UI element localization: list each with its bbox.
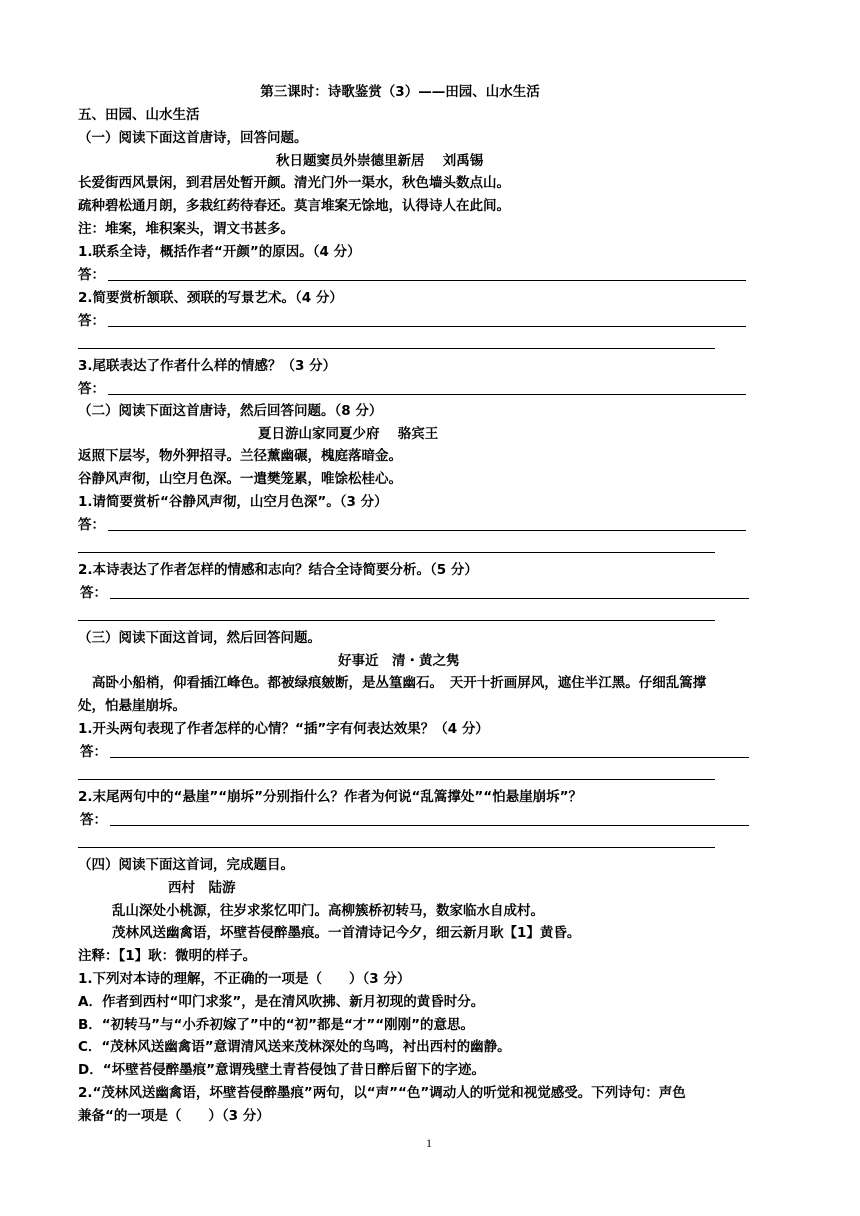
option-c: C．“茂林风送幽禽语”意谓清风送来茂林深处的鸟鸣，衬出西村的幽静。	[78, 1039, 511, 1055]
answer-label: 答：	[78, 381, 105, 397]
page-number: 1	[426, 1136, 432, 1150]
answer-line	[110, 825, 749, 826]
part4-poem-line: 乱山深处小桃源，往岁求浆忆叩门。高柳簇桥初转马，数家临水自成村。	[112, 903, 544, 919]
part3-question-2: 2.末尾两句中的“悬崖”“崩坼”分别指什么？作者为何说“乱篙撑处”“怕悬崖崩坼”？	[78, 789, 583, 805]
option-a: A．作者到西村“叩门求浆”，是在清风吹拂、新月初现的黄昏时分。	[78, 994, 485, 1010]
part2-poem-line: 谷静风声彻，山空月色深。一遣樊笼累，唯馀松桂心。	[78, 471, 402, 487]
part4-poem-title: 西村 陆游	[168, 880, 236, 896]
part3-heading: （三）阅读下面这首词，然后回答问题。	[78, 630, 321, 646]
answer-line	[78, 348, 715, 349]
option-d: D．“坏壁苔侵醉墨痕”意谓残壁土青苔侵蚀了昔日醉后留下的字迹。	[78, 1062, 485, 1078]
answer-line	[108, 280, 746, 281]
part1-note: 注：堆案，堆积案头，谓文书甚多。	[78, 221, 294, 237]
part1-heading: （一）阅读下面这首唐诗，回答问题。	[78, 130, 308, 146]
part1-poem-line: 疏种碧松通月朗，多栽红药待春还。莫言堆案无馀地，认得诗人在此间。	[78, 198, 510, 214]
part3-poem-text: 处，怕悬崖崩坼。	[78, 698, 186, 714]
answer-label: 答：	[78, 267, 105, 283]
option-b: B．“初转马”与“小乔初嫁了”中的“初”都是“才”“刚刚”的意思。	[78, 1017, 475, 1033]
part3-poem-title: 好事近 清・黄之隽	[338, 653, 460, 669]
part3-poem-text: 高卧小船梢，仰看插江峰色。都被绿痕皴断，是丛篁幽石。 天开十折画屏风，遮住半江黑。仔细乱篙撑	[92, 675, 707, 691]
part1-poem-title: 秋日题窦员外崇德里新居 刘禹锡	[276, 153, 484, 169]
answer-line	[108, 530, 746, 531]
answer-line	[78, 552, 715, 553]
part4-question-2-cont: 兼备“的一项是（ ）（3 分）	[78, 1108, 270, 1124]
part1-question-1: 1.联系全诗，概括作者“开颜”的原因。（4 分）	[78, 244, 361, 260]
part2-heading: （二）阅读下面这首唐诗，然后回答问题。（8 分）	[78, 403, 383, 419]
answer-label: 答：	[78, 313, 105, 329]
part4-note: 注释：【1】耿：微明的样子。	[78, 948, 257, 964]
answer-label: 答：	[80, 744, 107, 760]
section-heading: 五、田园、山水生活	[78, 107, 200, 123]
part4-question-1: 1.下列对本诗的理解，不正确的一项是（ ）（3 分）	[78, 971, 411, 987]
answer-line	[108, 326, 746, 327]
part3-question-1: 1.开头两句表现了作者怎样的心情？“插”字有何表达效果？（4 分）	[78, 721, 489, 737]
part1-poem-line: 长爱街西风景闲，到君居处暂开颜。清光门外一渠水，秋色墙头数点山。	[78, 175, 510, 191]
answer-line	[78, 847, 715, 848]
page-title: 第三课时：诗歌鉴赏（3）——田园、山水生活	[260, 84, 540, 100]
part2-poem-title: 夏日游山家同夏少府 骆宾王	[258, 426, 439, 442]
part2-question-2: 2.本诗表达了作者怎样的情感和志向？结合全诗简要分析。（5 分）	[78, 562, 478, 578]
part4-heading: （四）阅读下面这首词，完成题目。	[78, 857, 294, 873]
answer-line	[108, 394, 746, 395]
answer-line	[110, 598, 749, 599]
answer-line	[78, 620, 715, 621]
part4-poem-line: 茂林风送幽禽语，坏壁苔侵醉墨痕。一首清诗记今夕，细云新月耿【1】黄昏。	[112, 925, 581, 941]
part2-poem-line: 返照下层岑，物外狎招寻。兰径薰幽碾，槐庭落暗金。	[78, 448, 402, 464]
answer-line	[110, 757, 749, 758]
answer-label: 答：	[78, 517, 105, 533]
part1-question-3: 3.尾联表达了作者什么样的情感？（3 分）	[78, 358, 337, 374]
answer-label: 答：	[80, 812, 107, 828]
answer-line	[78, 779, 715, 780]
part4-question-2: 2.“茂林风送幽禽语，坏壁苔侵醉墨痕”两句，以“声”“色”调动人的听觉和视觉感受。下列诗句：声色	[78, 1085, 686, 1101]
answer-label: 答：	[80, 585, 107, 601]
part2-question-1: 1.请简要赏析“谷静风声彻，山空月色深”。（3 分）	[78, 494, 388, 510]
part1-question-2: 2.简要赏析颔联、颈联的写景艺术。（4 分）	[78, 290, 343, 306]
